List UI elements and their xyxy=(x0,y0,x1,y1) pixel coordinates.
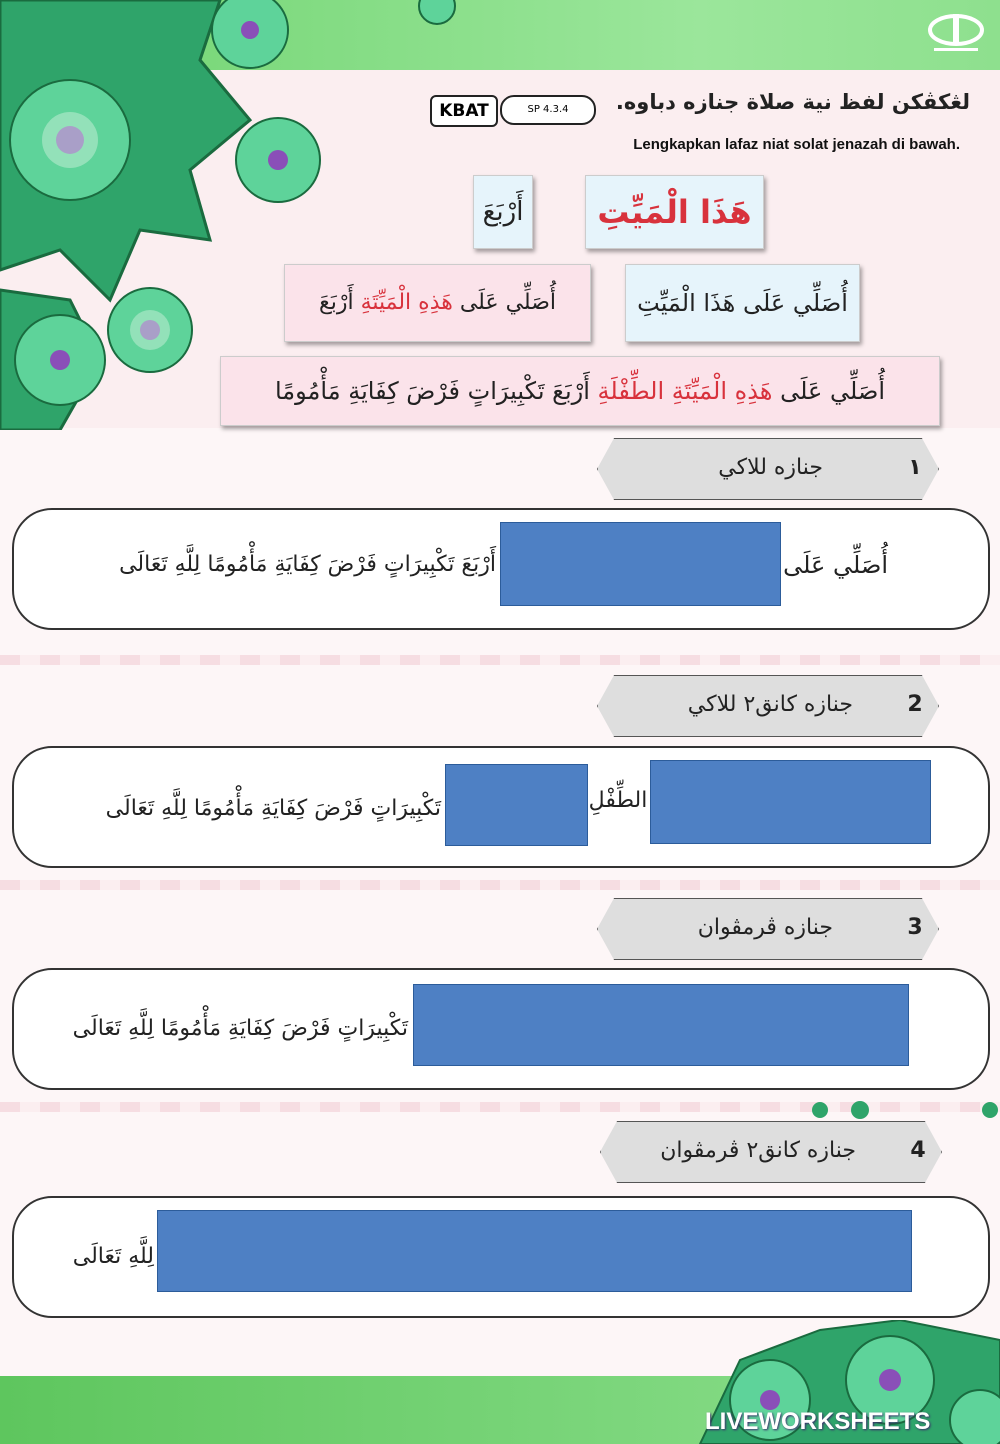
card-text-prefix: أُصَلِّي عَلَى xyxy=(780,377,885,405)
card-text-suffix: أَرْبَعَ xyxy=(318,290,354,315)
word-card-usalli-male[interactable]: أُصَلِّي عَلَى هَذَا الْمَيِّتِ xyxy=(625,264,860,342)
question-header xyxy=(600,448,930,488)
liveworksheets-logo[interactable]: LIVEWORKSHEETS xyxy=(705,1408,931,1435)
question-header xyxy=(600,685,930,725)
sp-code-badge: SP 4.3.4 xyxy=(500,95,596,125)
question-title: جنازه للاكي xyxy=(718,455,823,480)
question-number: 2 xyxy=(907,692,923,717)
small-ornament-icon xyxy=(412,0,462,26)
question-title: جنازه ڤرمڤوان xyxy=(697,915,833,940)
question-number: 3 xyxy=(907,915,923,940)
question-header xyxy=(600,908,930,948)
sentence-part-middle: الطِّفْلِ xyxy=(588,788,648,813)
sentence-part-left: أَرْبَعَ تَكْبِيرَاتٍ فَرْضَ كِفَايَةِ مَأْمُومًا لِلَّهِ تَعَالَى xyxy=(119,552,496,577)
card-text-prefix: أُصَلِّي عَلَى xyxy=(459,290,556,315)
instruction-jawi: لڠکڤکن لفظ نية صلاة جنازه دباوه. xyxy=(615,90,970,114)
card-text-red: هَذِهِ الْمَيِّتَةِ xyxy=(360,290,453,315)
answer-drop-box[interactable] xyxy=(413,984,909,1066)
answer-drop-box[interactable] xyxy=(650,760,931,844)
divider-stripe xyxy=(0,880,1000,890)
word-card-long-female[interactable] xyxy=(220,356,940,426)
instruction-malay: Lengkapkan lafaz niat solat jenazah di bawah. xyxy=(633,136,960,153)
word-card-usalli-female[interactable] xyxy=(284,264,591,342)
divider-stripe xyxy=(0,655,1000,665)
question-number: 4 xyxy=(910,1138,926,1163)
question-title: جنازه كانق٢ ڤرمڤوان xyxy=(660,1138,856,1163)
answer-drop-box[interactable] xyxy=(157,1210,912,1292)
sentence-part-right: أُصَلِّي عَلَى xyxy=(783,551,888,579)
question-header xyxy=(603,1131,933,1171)
word-card-hadhal-mayyit[interactable]: هَذَا الْمَيِّتِ xyxy=(585,175,764,249)
card-text-suffix: أَرْبَعَ تَكْبِيرَاتٍ فَرْضَ كِفَايَةِ مَأْمُومًا xyxy=(274,377,590,405)
word-card-arbaa[interactable]: أَرْبَعَ xyxy=(473,175,533,249)
sentence-part-left: لِلَّهِ تَعَالَى xyxy=(72,1244,154,1269)
sentence-part-left: تَكْبِيرَاتٍ فَرْضَ كِفَايَةِ مَأْمُومًا لِلَّهِ تَعَالَى xyxy=(72,1016,408,1041)
side-ornament-icon xyxy=(800,1100,1000,1120)
question-number: ١ xyxy=(908,455,922,480)
question-title: جنازه كانق٢ للاكي xyxy=(687,692,853,717)
kbat-badge: KBAT xyxy=(430,95,498,127)
answer-drop-box[interactable] xyxy=(500,522,781,606)
sentence-part-left: تَكْبِيرَاتٍ فَرْضَ كِفَايَةِ مَأْمُومًا لِلَّهِ تَعَالَى xyxy=(105,796,441,821)
card-text-red: هَذِهِ الْمَيِّتَةِ الطِّفْلَةِ xyxy=(597,377,773,405)
publisher-logo-icon xyxy=(926,10,986,58)
answer-drop-box[interactable] xyxy=(445,764,588,846)
